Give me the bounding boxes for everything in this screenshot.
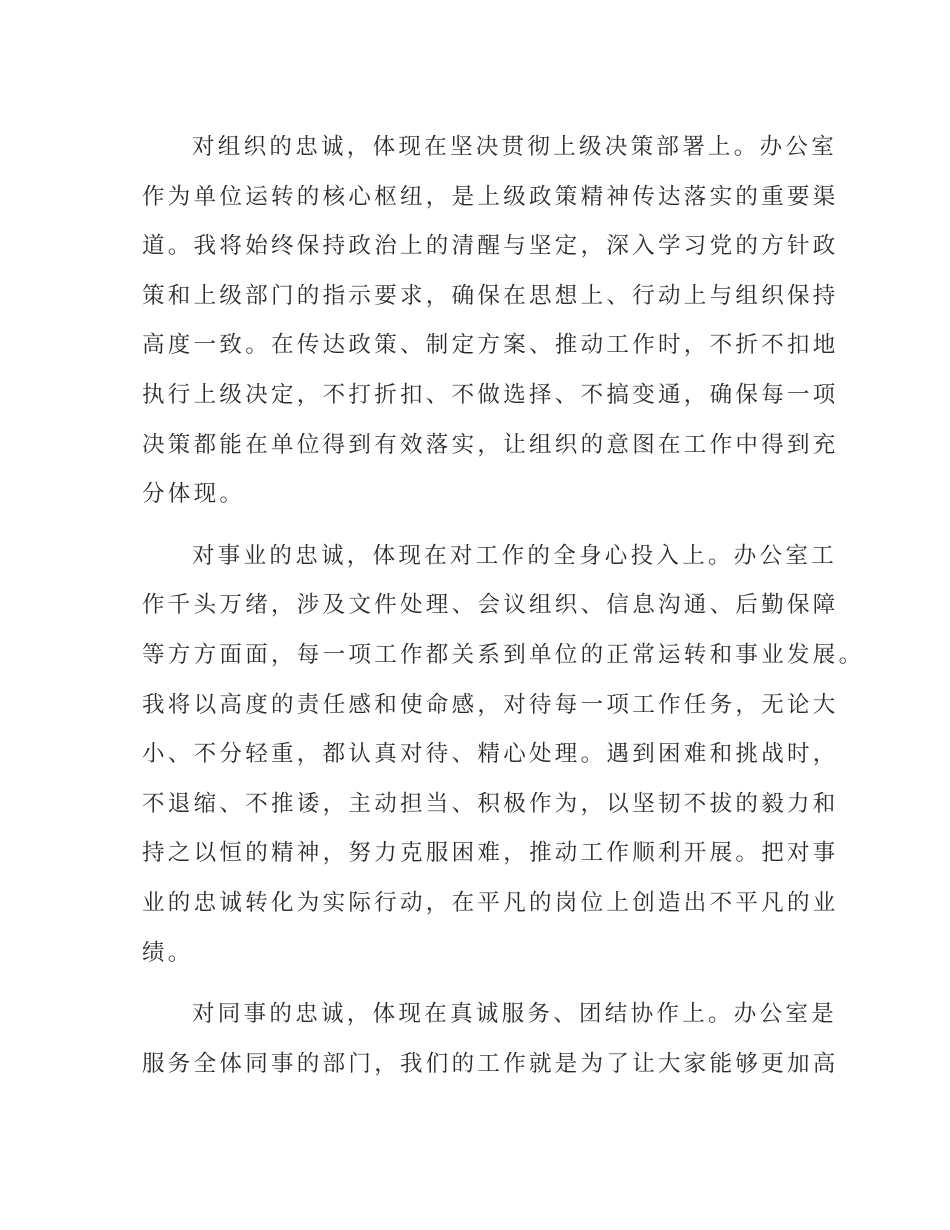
- paragraph-line: 对事业的忠诚，体现在对工作的全身心投入上。办公室工: [192, 542, 838, 569]
- paragraph-line: 对组织的忠诚，体现在坚决贯彻上级决策部署上。办公室: [192, 134, 838, 160]
- paragraph-line: 道。我将始终保持政治上的清醒与坚定，深入学习党的方针政: [142, 233, 839, 260]
- paragraph-colleague-loyalty: [142, 990, 839, 1089]
- paragraph-career-loyalty: [142, 532, 865, 978]
- paragraph-line: 我将以高度的责任感和使命感，对待每一项工作任务，无论大: [142, 691, 839, 718]
- paragraph-line: 持之以恒的精神，努力克服困难，推动工作顺利开展。把对事: [142, 840, 839, 867]
- paragraph-line: 服务全体同事的部门，我们的工作就是为了让大家能够更加高: [142, 1050, 839, 1077]
- paragraph-line: 策和上级部门的指示要求，确保在思想上、行动上与组织保持: [142, 282, 839, 309]
- paragraph-line: 对同事的忠诚，体现在真诚服务、团结协作上。办公室是: [192, 1001, 838, 1028]
- paragraph-line: 绩。: [142, 939, 194, 966]
- paragraph-organization-loyalty: [142, 123, 839, 520]
- paragraph-line: 业的忠诚转化为实际行动，在平凡的岗位上创造出不平凡的业: [142, 889, 839, 916]
- paragraph-line: 作千头万绪，涉及文件处理、会议组织、信息沟通、后勤保障: [142, 592, 839, 619]
- paragraph-line: 小、不分轻重，都认真对待、精心处理。遇到困难和挑战时，: [142, 741, 839, 768]
- document-body: [142, 123, 865, 1089]
- paragraph-line: 等方方面面，每一项工作都关系到单位的正常运转和事业发展。: [142, 641, 865, 668]
- paragraph-line: 不退缩、不推诿，主动担当、积极作为，以坚韧不拔的毅力和: [142, 790, 839, 817]
- paragraph-line: 分体现。: [142, 481, 246, 508]
- paragraph-line: 执行上级决定，不打折扣、不做选择、不搞变通，确保每一项: [142, 381, 839, 408]
- paragraph-line: 高度一致。在传达政策、制定方案、推动工作时，不折不扣地: [142, 332, 839, 359]
- paragraph-line: 作为单位运转的核心枢纽，是上级政策精神传达落实的重要渠: [142, 183, 839, 210]
- paragraph-line: 决策都能在单位得到有效落实，让组织的意图在工作中得到充: [142, 431, 839, 458]
